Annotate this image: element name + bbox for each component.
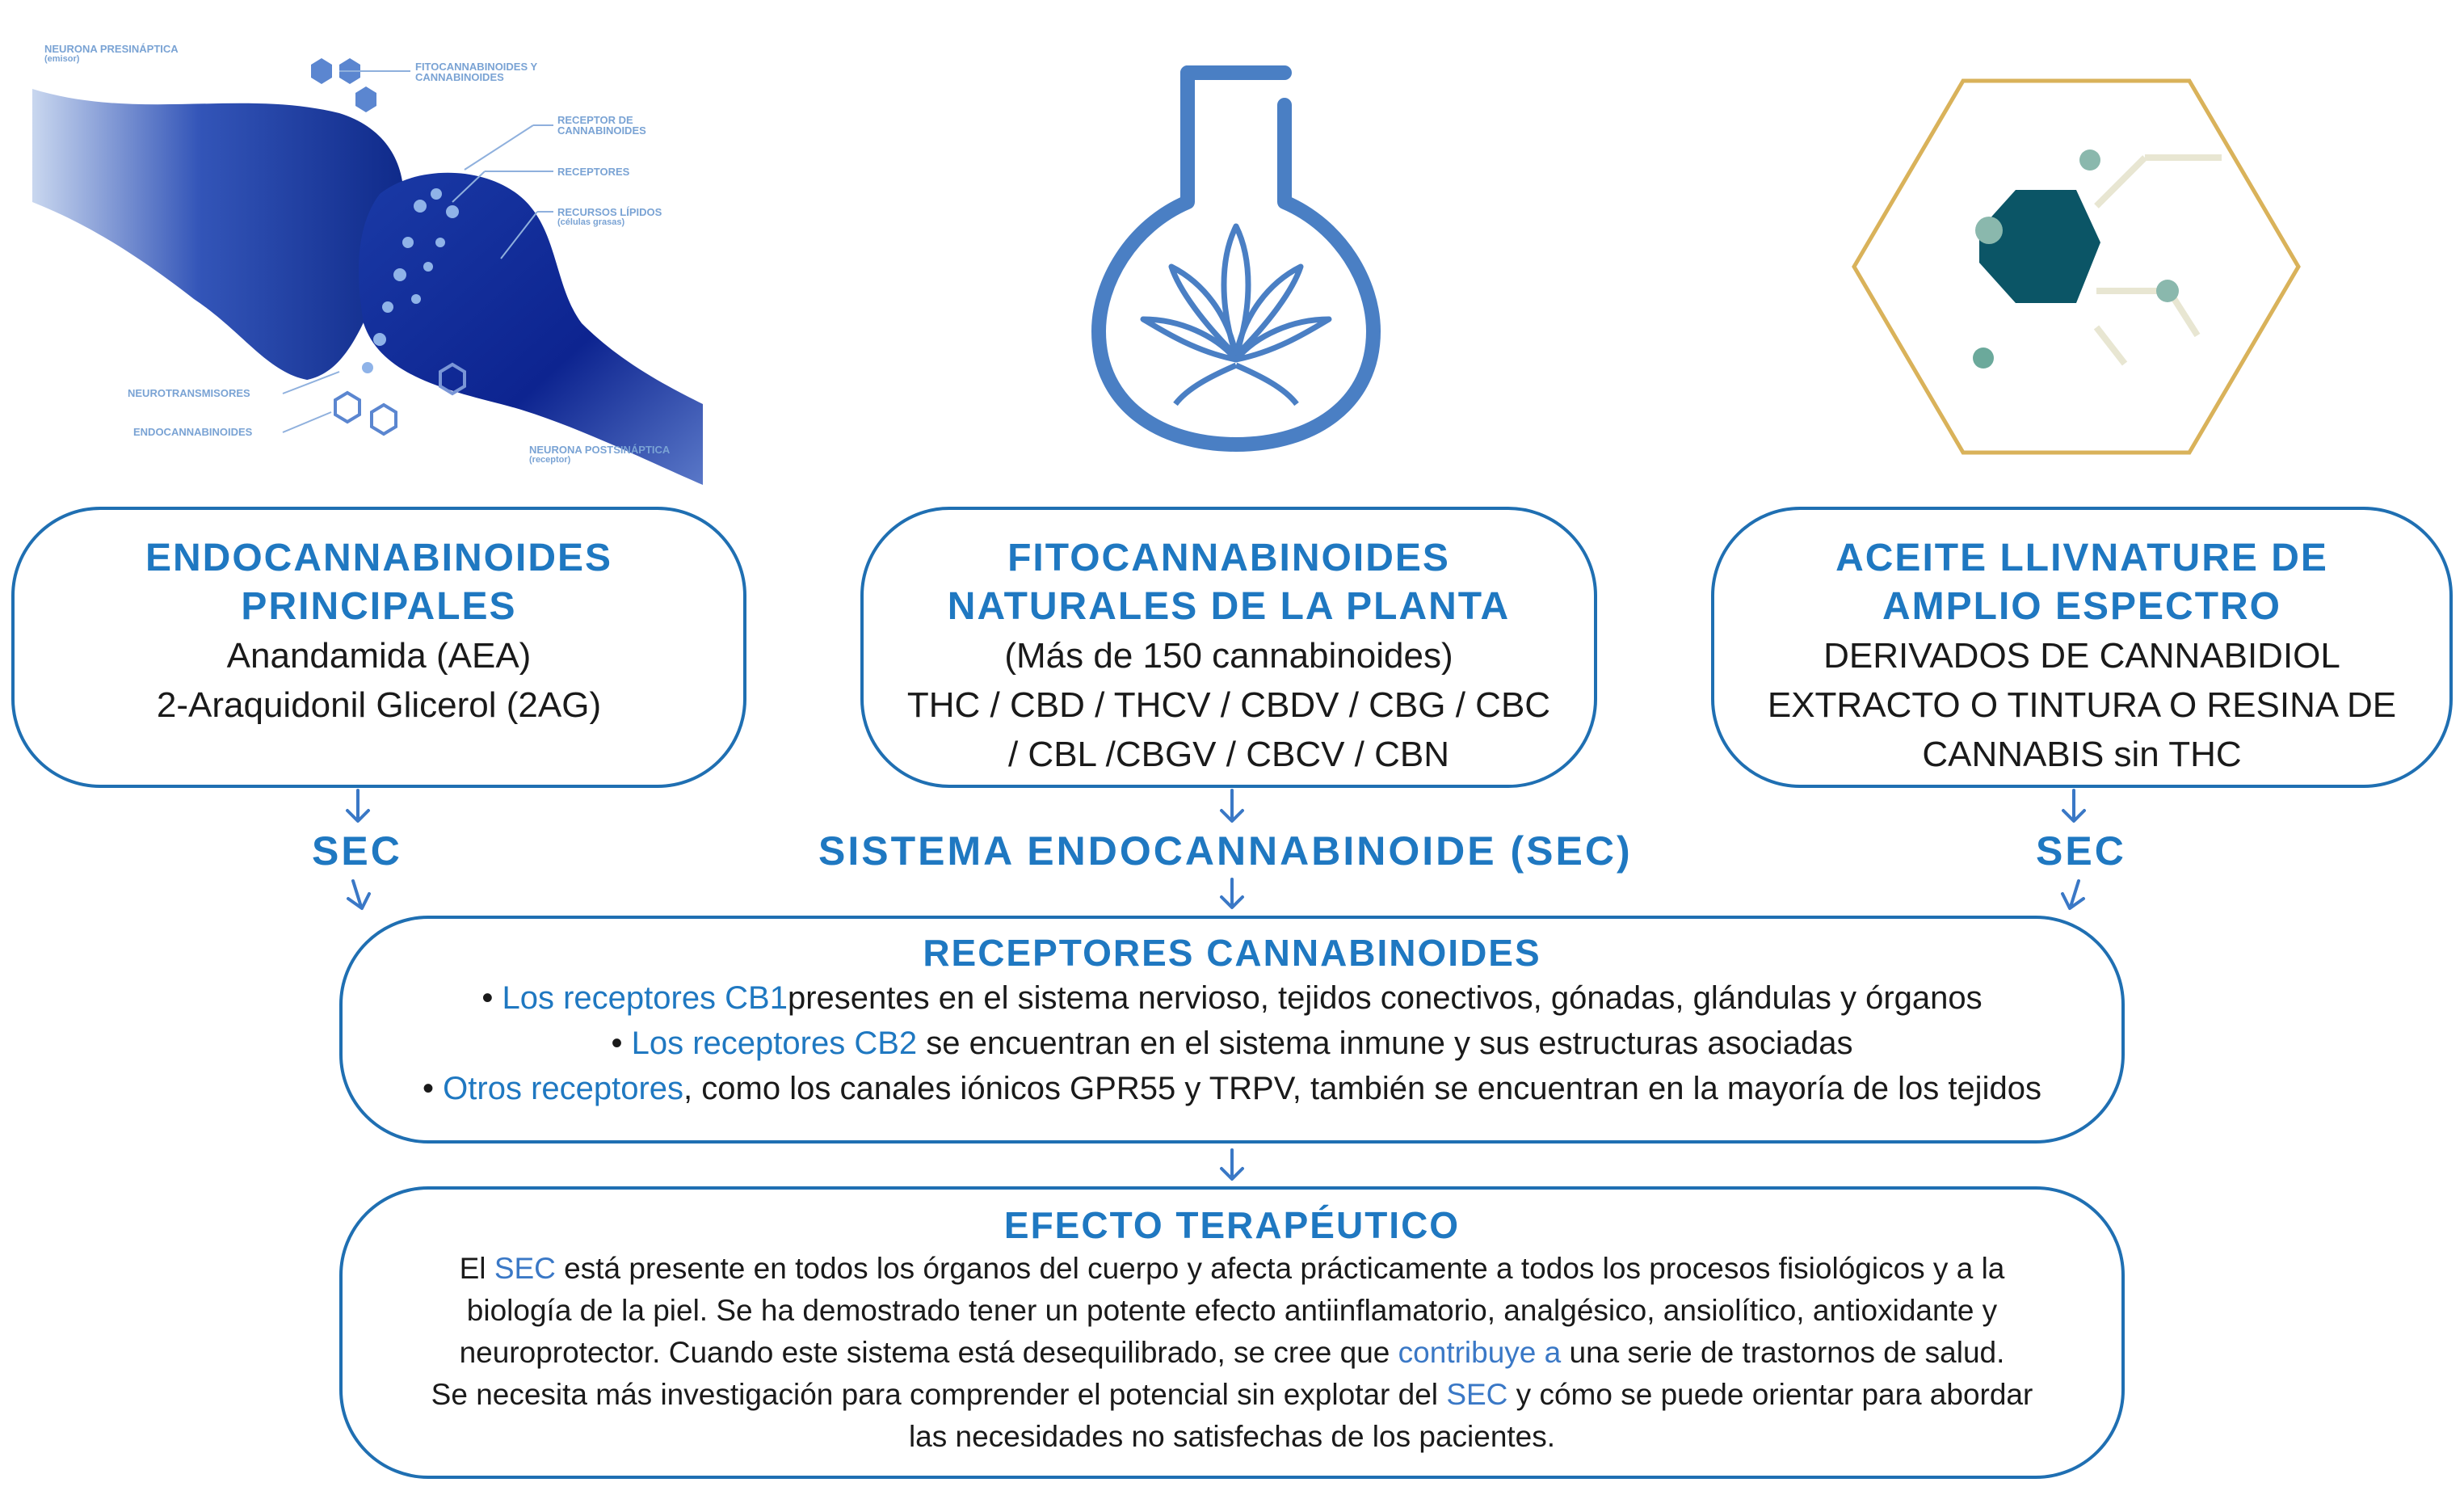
label-cannabinoid-receptor: RECEPTOR DE CANNABINOIDES bbox=[557, 114, 646, 137]
label-postsynaptic: NEURONA POSTSINÁPTICA (receptor) bbox=[529, 444, 671, 465]
arrow-down-icon bbox=[2062, 881, 2083, 908]
receptor-item: • Los receptores CB2 se encuentran en el sistema inmune y sus estructuras asociadas bbox=[611, 1026, 1853, 1061]
endocannabinoids-title: ENDOCANNABINOIDES PRINCIPALES bbox=[145, 537, 613, 628]
phytocannabinoids-list: (Más de 150 cannabinoides) THC / CBD / THCV / CBDV / CBG / CBC / CBL /CBGV / CBCV / CBN bbox=[906, 636, 1551, 774]
endocannabinoids-box bbox=[11, 507, 746, 788]
synapse-illustration bbox=[0, 0, 711, 485]
molecule-hexagon-icon bbox=[1850, 77, 2302, 457]
label-endocannabinoids: ENDOCANNABINOIDES bbox=[133, 426, 253, 438]
flask-cannabis-icon bbox=[1083, 48, 1390, 453]
receptors-title: RECEPTORES CANNABINOIDES bbox=[923, 932, 1541, 974]
sec-label-middle: SISTEMA ENDOCANNABINOIDE (SEC) bbox=[818, 828, 1633, 874]
therapeutic-effect-text: El SEC está presente en todos los órganos del cuerpo y afecta prácticamente a todos los procesos fisiológicos y a la biología de la piel. Se ha demostrado tener un potente efecto antiinflamatorio, analgésico, ansiolítico, antioxidante y neuroprotector. Cuando este sistema está desequilibrado, se cree que contribuye a una serie de trastornos de salud. Se necesita más investigación para comprender el potencial sin explotar del SEC y cómo se puede orientar para abordar las necesidades no satisfechas de los pacientes. bbox=[431, 1252, 2033, 1453]
endocannabinoids-list: Anandamida (AEA) 2-Araquidonil Glicerol (2AG) bbox=[156, 636, 602, 725]
broad-spectrum-oil-title: ACEITE LLIVNATURE DE AMPLIO ESPECTRO bbox=[1835, 537, 2328, 628]
arrow-down-icon bbox=[2063, 790, 2084, 821]
label-phytocannabinoids: FITOCANNABINOIDES Y CANNABINOIDES bbox=[415, 61, 537, 83]
sec-label-left: SEC bbox=[312, 828, 402, 874]
label-presynaptic: NEURONA PRESINÁPTICA (emisor) bbox=[44, 43, 179, 64]
phytocannabinoids-title: FITOCANNABINOIDES NATURALES DE LA PLANTA bbox=[947, 537, 1511, 628]
sec-label-right: SEC bbox=[2036, 828, 2126, 874]
arrow-down-icon bbox=[348, 881, 369, 908]
receptor-item: • Los receptores CB1presentes en el sistema nervioso, tejidos conectivos, gónadas, glándulas y órganos bbox=[481, 980, 1983, 1016]
synapse-image bbox=[0, 0, 711, 485]
label-receptors: RECEPTORES bbox=[557, 166, 630, 178]
therapeutic-effect-title: EFECTO TERAPÉUTICO bbox=[1003, 1204, 1461, 1246]
receptors-box bbox=[339, 916, 2125, 1144]
label-lipids: RECURSOS LÍPIDOS (células grasas) bbox=[557, 206, 662, 227]
arrow-down-icon bbox=[1221, 790, 1243, 821]
therapeutic-effect-box bbox=[339, 1186, 2125, 1479]
broad-spectrum-oil-list: DERIVADOS DE CANNABIDIOL EXTRACTO O TINTURA O RESINA DE CANNABIS sin THC bbox=[1767, 636, 2397, 774]
receptor-item: • Otros receptores, como los canales iónicos GPR55 y TRPV, también se encuentran en la mayoría de los tejidos bbox=[423, 1071, 2041, 1106]
receptors-list bbox=[343, 975, 2121, 1111]
arrow-down-icon bbox=[347, 790, 368, 821]
arrow-down-icon bbox=[1221, 1150, 1243, 1179]
arrow-down-icon bbox=[1221, 879, 1243, 908]
broad-spectrum-oil-box bbox=[1711, 507, 2453, 788]
phytocannabinoids-box bbox=[860, 507, 1597, 788]
label-neurotransmitters: NEUROTRANSMISORES bbox=[128, 387, 250, 399]
